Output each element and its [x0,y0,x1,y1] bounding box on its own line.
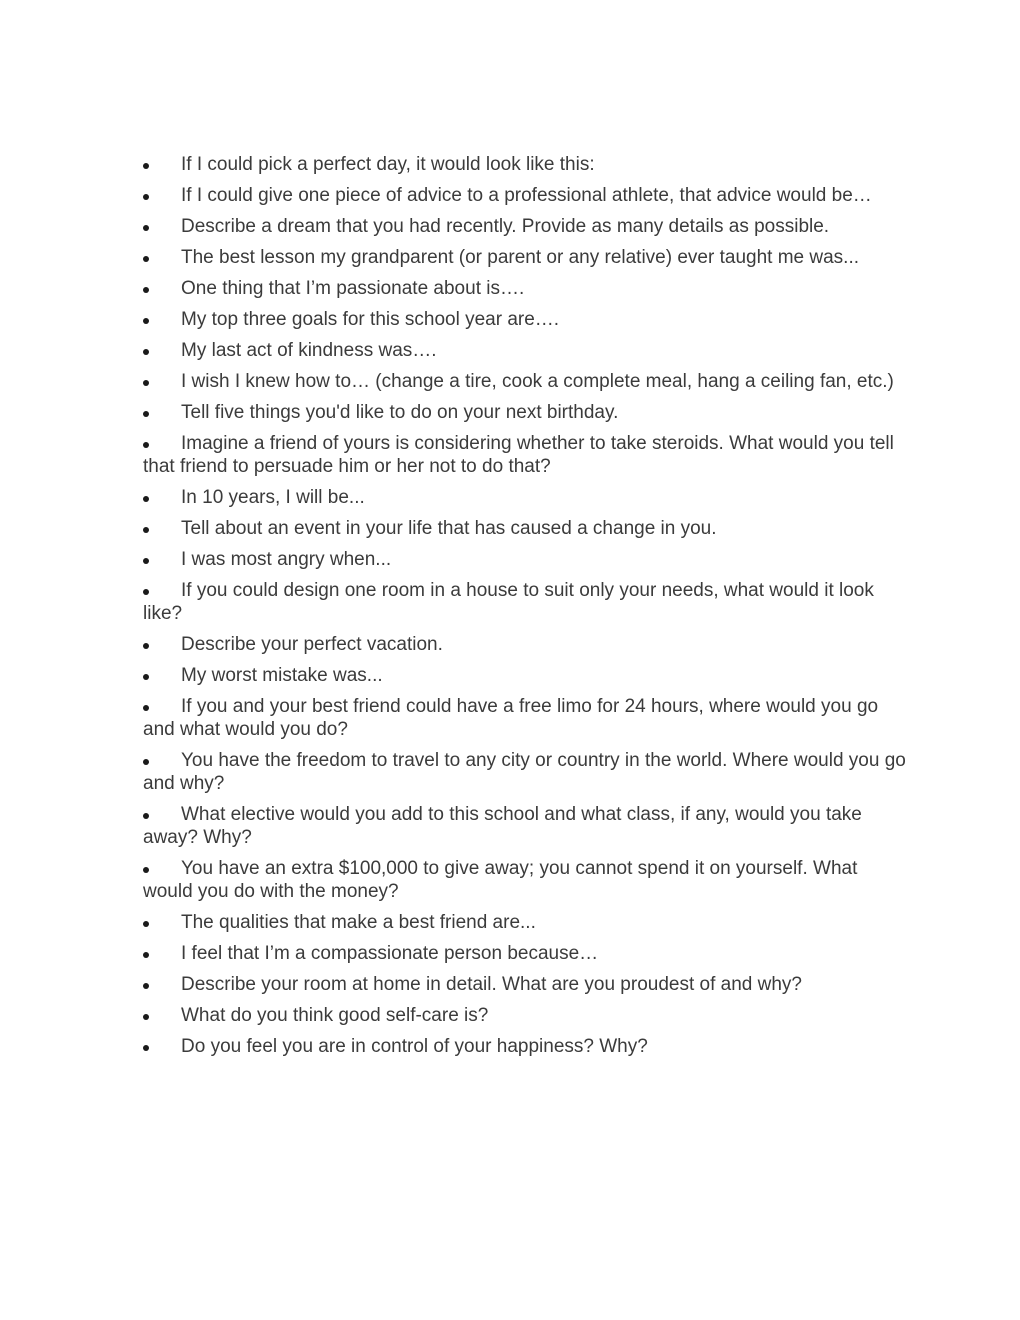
bullet-icon [143,287,149,293]
prompt-list [143,153,907,1066]
prompt-text: You have an extra $100,000 to give away; you cannot spend it on yourself. What would you do with the money? [143,858,858,902]
bullet-icon [143,867,149,873]
prompt-text: My worst mistake was... [181,665,383,686]
prompt-text: If I could give one piece of advice to a professional athlete, that advice would be… [181,185,872,206]
list-item [143,803,907,849]
prompt-text: If you and your best friend could have a free limo for 24 hours, where would you go and what would you do? [143,696,879,740]
bullet-icon [143,225,149,231]
prompt-text: What elective would you add to this school and what class, if any, would you take away? Why? [143,804,862,848]
list-item [143,973,907,996]
list-item [143,339,907,362]
list-item [143,1035,907,1058]
prompt-text: I was most angry when... [181,549,392,570]
bullet-icon [143,952,149,958]
list-item [143,215,907,238]
prompt-text: If I could pick a perfect day, it would look like this: [181,154,595,175]
list-item [143,857,907,903]
prompt-text: My last act of kindness was…. [181,340,437,361]
bullet-icon [143,411,149,417]
list-item [143,153,907,176]
bullet-icon [143,674,149,680]
prompt-text: Describe your perfect vacation. [181,634,443,655]
prompt-text: I feel that I’m a compassionate person because… [181,943,599,964]
prompt-text: Describe a dream that you had recently. Provide as many details as possible. [181,216,830,237]
list-item [143,370,907,393]
bullet-icon [143,442,149,448]
prompt-text: In 10 years, I will be... [181,487,365,508]
bullet-icon [143,1045,149,1051]
list-item [143,633,907,656]
bullet-icon [143,589,149,595]
list-item [143,184,907,207]
bullet-icon [143,921,149,927]
prompt-text: Tell about an event in your life that has caused a change in you. [181,518,717,539]
bullet-icon [143,527,149,533]
prompt-text: What do you think good self-care is? [181,1005,489,1026]
bullet-icon [143,349,149,355]
bullet-icon [143,256,149,262]
bullet-icon [143,759,149,765]
list-item [143,695,907,741]
bullet-icon [143,496,149,502]
bullet-icon [143,1014,149,1020]
prompt-text: The qualities that make a best friend are... [181,912,536,933]
prompt-text: I wish I knew how to… (change a tire, cook a complete meal, hang a ceiling fan, etc.) [181,371,894,392]
list-item [143,246,907,269]
list-item [143,517,907,540]
list-item [143,432,907,478]
prompt-text: The best lesson my grandparent (or parent or any relative) ever taught me was... [181,247,859,268]
list-item [143,664,907,687]
prompt-text: If you could design one room in a house to suit only your needs, what would it look like? [143,580,874,624]
bullet-icon [143,558,149,564]
prompt-text: One thing that I’m passionate about is…. [181,278,525,299]
bullet-icon [143,643,149,649]
bullet-icon [143,983,149,989]
bullet-icon [143,380,149,386]
prompt-text: Describe your room at home in detail. What are you proudest of and why? [181,974,802,995]
list-item [143,277,907,300]
list-item [143,579,907,625]
prompt-text: You have the freedom to travel to any city or country in the world. Where would you go and why? [143,750,906,794]
bullet-icon [143,705,149,711]
list-item [143,1004,907,1027]
list-item [143,548,907,571]
prompt-text: Tell five things you'd like to do on your next birthday. [181,402,619,423]
list-item [143,401,907,424]
prompt-text: Do you feel you are in control of your happiness? Why? [181,1036,648,1057]
list-item [143,911,907,934]
list-item [143,942,907,965]
bullet-icon [143,813,149,819]
bullet-icon [143,163,149,169]
prompt-text: Imagine a friend of yours is considering whether to take steroids. What would you tell that friend to persuade him or her not to do that? [143,433,894,477]
list-item [143,308,907,331]
bullet-icon [143,318,149,324]
bullet-icon [143,194,149,200]
list-item [143,749,907,795]
list-item [143,486,907,509]
prompt-text: My top three goals for this school year are…. [181,309,560,330]
